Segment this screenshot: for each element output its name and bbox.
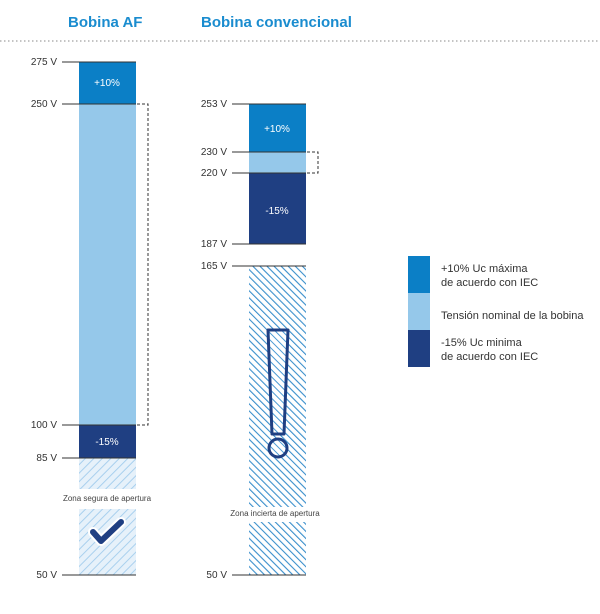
conv-segment-min-label: -15% — [265, 206, 289, 217]
legend — [408, 256, 584, 367]
legend-label-max-line2: de acuerdo con IEC — [441, 277, 539, 289]
af-segment-max-label: +10% — [94, 78, 120, 89]
af-tick-label: 85 V — [36, 453, 57, 464]
af-tick-label: 50 V — [36, 570, 57, 581]
conv-zone-label: Zona incierta de apertura — [230, 509, 320, 518]
af-tick-label: 275 V — [30, 57, 57, 68]
conv-segment-max-label: +10% — [264, 124, 290, 135]
af-safe-zone-lower — [79, 509, 136, 575]
column-bobina-convencional — [201, 99, 320, 581]
conv-segment-nominal — [249, 152, 306, 173]
legend-label-min-line1: -15% Uc minima — [441, 337, 522, 349]
conv-nominal-bracket — [307, 152, 318, 173]
legend-label-max-line1: +10% Uc máxima — [441, 263, 528, 275]
af-segment-min-label: -15% — [95, 437, 119, 448]
conv-tick-label: 253 V — [200, 99, 227, 110]
legend-swatch-nominal — [408, 293, 430, 330]
legend-swatch-min — [408, 330, 430, 367]
conv-tick-label: 165 V — [200, 261, 227, 272]
title-bobina-convencional: Bobina convencional — [201, 14, 352, 31]
column-bobina-af — [31, 57, 152, 581]
legend-label-min-line2: de acuerdo con IEC — [441, 351, 539, 363]
af-tick-label: 100 V — [30, 420, 57, 431]
af-tick-label: 250 V — [30, 99, 57, 110]
af-zone-label: Zona segura de apertura — [62, 494, 152, 503]
legend-swatch-max — [408, 256, 430, 293]
conv-uncertain-zone-lower — [249, 522, 306, 575]
conv-tick-label: 230 V — [200, 147, 227, 158]
title-bobina-af: Bobina AF — [68, 14, 143, 31]
af-segment-nominal — [79, 104, 136, 425]
af-nominal-bracket — [137, 104, 148, 425]
conv-tick-label: 187 V — [200, 239, 227, 250]
conv-tick-label: 220 V — [200, 168, 227, 179]
conv-tick-label: 50 V — [206, 570, 227, 581]
af-safe-zone-upper — [79, 458, 136, 489]
legend-label-nominal: Tensión nominal de la bobina — [441, 310, 584, 322]
